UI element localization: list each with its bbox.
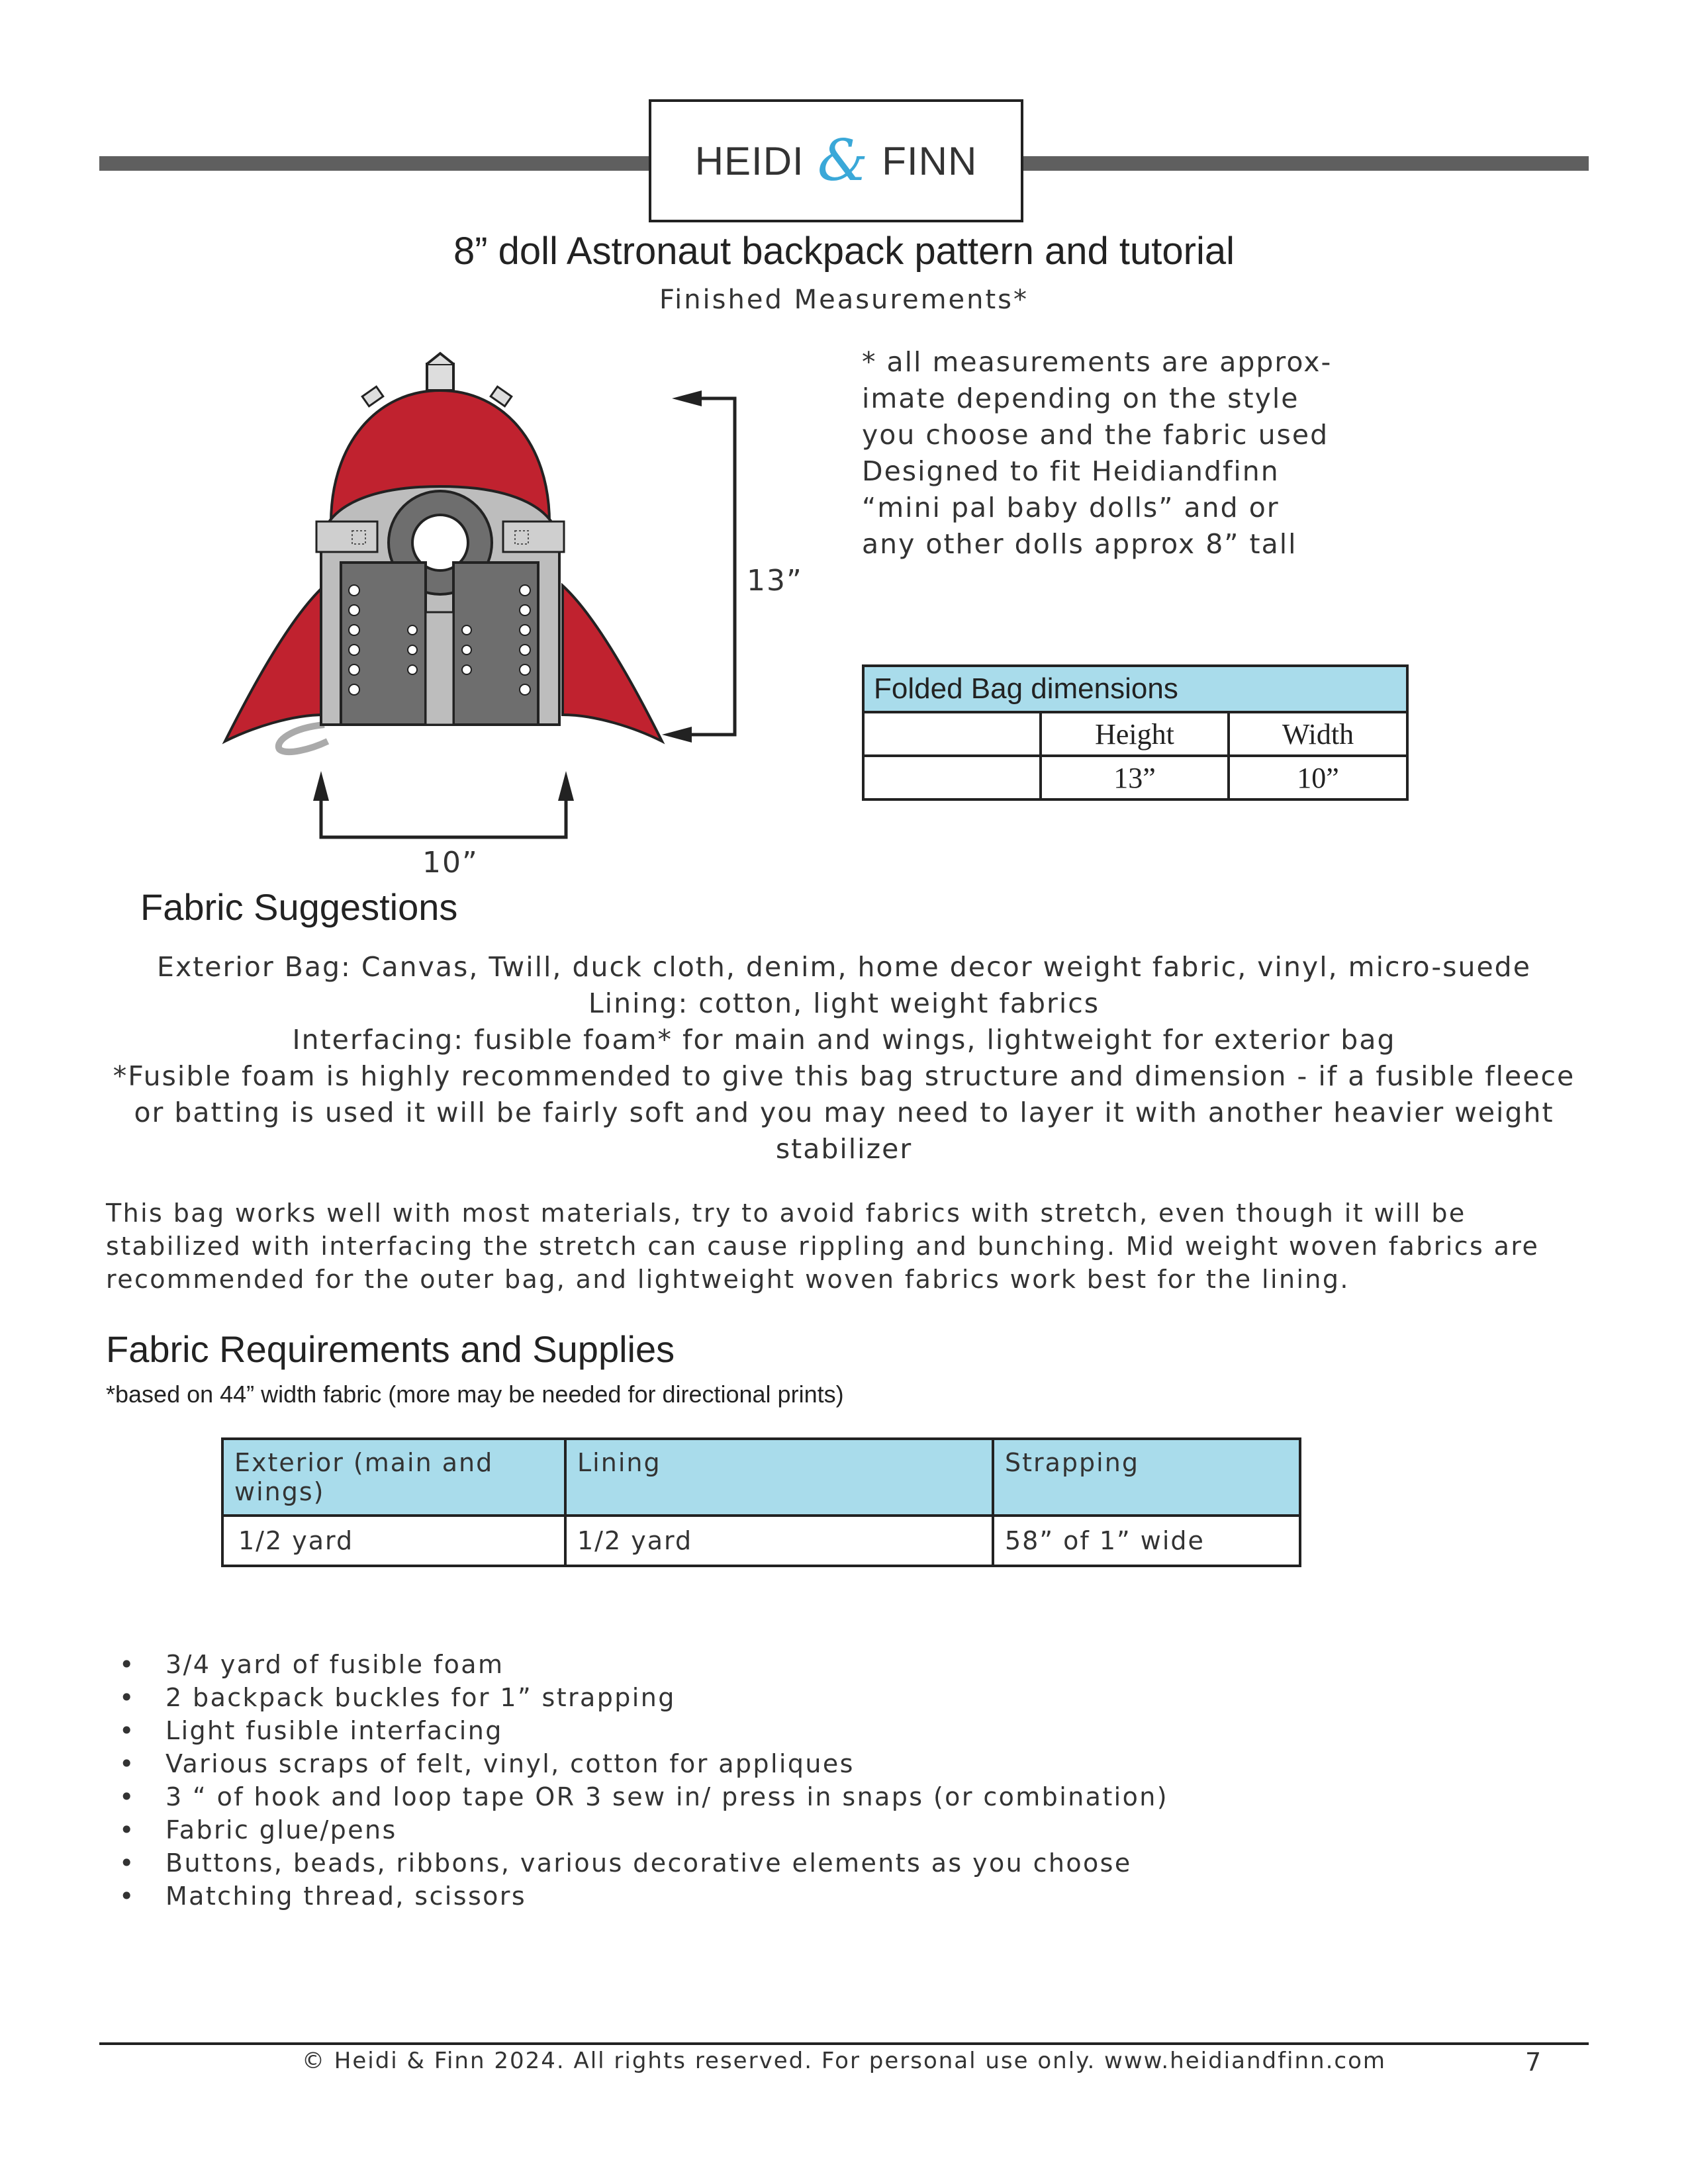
req-header-lining: Lining [565, 1439, 993, 1516]
req-header-strapping: Strapping [993, 1439, 1300, 1516]
width-label: 10” [422, 846, 479, 880]
folded-header-width: Width [1229, 712, 1407, 756]
left-wing [225, 586, 324, 741]
req-cell-strapping: 58” of 1” wide [993, 1516, 1300, 1566]
page-number: 7 [1525, 2048, 1542, 2077]
backpack-illustration [212, 344, 808, 847]
requirements-table [221, 1437, 1301, 1567]
right-wing [563, 586, 662, 741]
top-nozzle [427, 364, 453, 390]
page-subtitle: Finished Measurements* [659, 285, 1029, 315]
req-header-exterior: Exterior (main and wings) [222, 1439, 565, 1516]
measurement-note: * all measurements are approx- imate depending on the style you choose and the fabric used Designed to fit Heidiandfinn “mini pal baby dolls” and or any other dolls approx 8” tall [862, 346, 1333, 560]
fabric-suggestions-heading: Fabric Suggestions [140, 886, 458, 928]
folded-table-title: Folded Bag dimensions [863, 666, 1407, 712]
list-item: • Fabric glue/pens [119, 1813, 1168, 1846]
folded-header-height: Height [1041, 712, 1229, 756]
req-cell-lining: 1/2 yard [565, 1516, 993, 1566]
suggestion-line: *Fusible foam is highly recommended to give this bag structure and dimension - if a fusible fleece or batting is used it will be fairly soft and you may need to layer it with another heavier weight stabilizer [113, 1060, 1575, 1165]
logo-text-left: HEIDI [694, 138, 804, 183]
folded-header-blank [863, 712, 1041, 756]
list-item: • Light fusible interfacing [119, 1714, 1168, 1747]
logo-text-right: FINN [882, 138, 978, 183]
materials-paragraph: This bag works well with most materials, try to avoid fabrics with stretch, even though it will be stabilized with interfacing the stretch can cause rippling and bunching. Mid weight woven fabrics are recommended for the outer bag, and lightweight woven fabrics work best for the lining. [106, 1199, 1540, 1294]
folded-cell-width: 10” [1229, 756, 1407, 799]
requirements-note: *based on 44” width fabric (more may be needed for directional prints) [106, 1381, 844, 1408]
header-bar-left [99, 156, 650, 171]
logo [649, 99, 1023, 222]
height-dimension-arrow [692, 398, 735, 735]
strap-loop [279, 725, 328, 752]
list-item: • Matching thread, scissors [119, 1880, 1168, 1913]
footer-copyright: © Heidi & Finn 2024. All rights reserved. For personal use only. www.heidiandfinn.com [301, 2048, 1387, 2074]
list-item: • 3/4 yard of fusible foam [119, 1648, 1168, 1681]
folded-bag-table [862, 664, 1409, 801]
suggestion-line: Interfacing: fusible foam* for main and wings, lightweight for exterior bag [292, 1024, 1396, 1056]
page-title: 8” doll Astronaut backpack pattern and tutorial [453, 230, 1235, 273]
height-label: 13” [747, 564, 803, 598]
list-item: • Buttons, beads, ribbons, various decorative elements as you choose [119, 1846, 1168, 1880]
supplies-list [119, 1648, 1168, 1913]
width-dimension-arrow [321, 801, 566, 837]
folded-cell-height: 13” [1041, 756, 1229, 799]
list-item: • Various scraps of felt, vinyl, cotton for appliques [119, 1747, 1168, 1780]
list-item: • 3 “ of hook and loop tape OR 3 sew in/ press in snaps (or combination) [119, 1780, 1168, 1813]
logo-ampersand: & [817, 128, 869, 194]
header-bar-right [1022, 156, 1589, 171]
folded-cell-blank [863, 756, 1041, 799]
fabric-suggestions-list [99, 949, 1589, 1167]
suggestion-line: Exterior Bag: Canvas, Twill, duck cloth, denim, home decor weight fabric, vinyl, micro-suede [157, 951, 1531, 983]
footer-divider [99, 2042, 1589, 2045]
list-item: • 2 backpack buckles for 1” strapping [119, 1681, 1168, 1714]
req-cell-exterior: 1/2 yard [222, 1516, 565, 1566]
requirements-heading: Fabric Requirements and Supplies [106, 1328, 675, 1370]
suggestion-line: Lining: cotton, light weight fabrics [588, 987, 1100, 1019]
